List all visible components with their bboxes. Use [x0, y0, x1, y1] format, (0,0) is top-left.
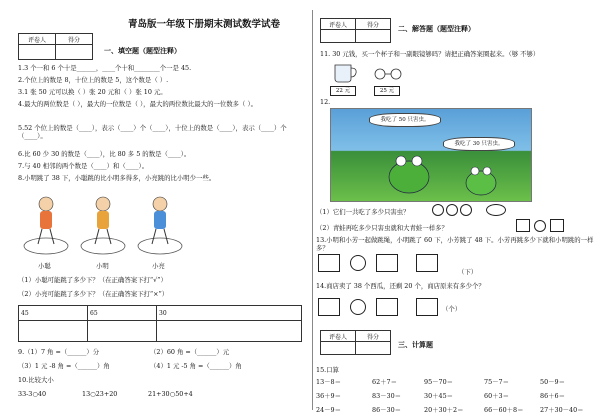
kid-name-1: 小聪	[38, 262, 51, 270]
question-9d: （4）1 元 -5 角 =（______）角	[150, 362, 242, 370]
answer-box-6[interactable]	[318, 298, 340, 316]
score-label-2: 得分	[356, 19, 391, 30]
kid-1-figure	[24, 197, 68, 254]
column-divider	[312, 10, 313, 410]
answer-circle-6[interactable]	[350, 255, 366, 271]
calc-row-2-col-3: 30＋45＝	[424, 392, 454, 400]
question-8: 8.小明跳了 38 下，小聪跳的比小明多得多，小亮跳的比小明少一些。	[18, 174, 216, 182]
section2-heading: 二、解答题（题型注释）	[398, 24, 475, 33]
frog-pond-image	[330, 108, 532, 202]
calc-row-2-col-4: 60＋3＝	[484, 392, 509, 400]
answer-box-1[interactable]	[516, 219, 530, 232]
question-6: 6.比 60 少 30 的数是（____），比 80 多 5 的数是（____）。	[18, 150, 191, 158]
compare-item-3: 21+30○50+4	[148, 390, 193, 398]
big-frog-figure	[389, 156, 429, 193]
score-label-3: 得分	[356, 331, 391, 342]
answer-box-4[interactable]	[376, 254, 398, 272]
kid-name-2: 小明	[96, 262, 109, 270]
answer-box-2[interactable]	[550, 219, 564, 232]
unit-14: （个）	[442, 305, 462, 313]
answer-box-5[interactable]	[416, 254, 438, 272]
calc-row-3-col-3: 20＋30＋2＝	[424, 406, 464, 414]
answer-circle-7[interactable]	[350, 299, 366, 315]
compare-item-2: 13○23+20	[82, 390, 118, 398]
answer-circle-2[interactable]	[446, 204, 458, 216]
table-value-1: 45	[19, 306, 88, 321]
question-9c: （3）1 元 -8 角 =（______）角	[18, 362, 110, 370]
question-9a: 9.（1）7 角 =（______）分	[18, 348, 100, 356]
question-2: 2.个位上的数是 8，十位上的数是 5，这个数是（ ）.	[18, 76, 169, 84]
answer-circle-3[interactable]	[460, 204, 472, 216]
kid-name-3: 小亮	[152, 262, 165, 270]
speech-bubble-1: 我吃了 50 只害虫。	[369, 113, 441, 127]
reviewer-label-2: 评卷人	[321, 19, 356, 30]
answer-circle-5[interactable]	[534, 220, 546, 232]
glasses-icon	[372, 66, 404, 82]
kid-3-figure	[138, 197, 182, 254]
question-11: 11. 30 元钱，买一个杯子和一副眼镜够吗？请把正确答案圈起来。（够 不够）	[320, 50, 540, 58]
question-13: 13.小明和小芳一起做跳绳，小明跳了 60 下，小芳跳了 48 下。小芳再跳多少下就和小明跳的一样多？	[316, 236, 594, 252]
score-table-1	[18, 33, 93, 60]
small-frog-figure	[466, 167, 496, 195]
question-15: 15.口算	[316, 366, 339, 374]
cup-icon	[330, 62, 360, 84]
question-12: 12.	[320, 98, 331, 106]
calc-row-3-col-5: 27＋30－40＝	[540, 406, 584, 414]
price-tag-1: 22 元	[330, 86, 356, 96]
calc-row-3-col-1: 24－9＝	[316, 406, 341, 414]
answer-box-7[interactable]	[376, 298, 398, 316]
calc-row-1-col-2: 62＋7＝	[372, 378, 397, 386]
answer-circle-1[interactable]	[432, 204, 444, 216]
reviewer-label: 评卷人	[19, 34, 56, 45]
price-tag-2: 25 元	[374, 86, 400, 96]
question-8a: （1）小聪可能跳了多少下？（在正确答案下打“√”）	[18, 276, 167, 284]
section3-heading: 三、计算题	[398, 340, 433, 349]
calc-row-2-col-5: 86＋6＝	[540, 392, 565, 400]
page-title: 青岛版一年级下册期末测试数学试卷	[128, 19, 281, 30]
question-12b: （2）青蛙再吃多少只害虫就和大青蛙一样多？	[316, 224, 448, 232]
question-9b: （2）60 角 =（______）元	[150, 348, 230, 356]
calc-row-1-col-3: 95－70＝	[424, 378, 454, 386]
question-3: 3.1 张 50 元可以换（ ）张 20 元和（ ）张 10 元。	[18, 88, 167, 96]
answer-box-3[interactable]	[318, 254, 340, 272]
question-5: 5.52 个位上的数是（____），表示（____）个（____），十位上的数是（____），表示（____）个（____）。	[18, 124, 287, 140]
unit-13: （下）	[458, 268, 478, 276]
table-value-2: 65	[88, 306, 157, 321]
answer-table	[18, 305, 302, 342]
jump-rope-illustration	[18, 186, 188, 256]
answer-circle-4[interactable]	[486, 204, 506, 216]
score-table-2	[320, 18, 391, 43]
question-8b: （2）小亮可能跳了多少下？（在正确答案下打“×”）	[18, 290, 169, 298]
calc-row-3-col-4: 66－60＋8＝	[484, 406, 524, 414]
speech-bubble-2: 我吃了 30 只害虫。	[443, 137, 515, 151]
kid-2-figure	[81, 197, 125, 254]
section1-heading: 一、填空题（题型注释）	[104, 46, 181, 55]
calc-row-1-col-1: 13－8＝	[316, 378, 341, 386]
score-table-3	[320, 330, 391, 355]
calc-row-3-col-2: 86－30＝	[372, 406, 402, 414]
question-4: 4.最大的两位数是（ ），最大的一位数是（ ），最大的两位数比最大的一位数多（ ）。	[18, 100, 258, 108]
score-label: 得分	[56, 34, 93, 45]
question-1: 1.3 个一和 6 个十是______，____个十和________个一是 45.	[18, 64, 192, 72]
answer-box-8[interactable]	[416, 298, 438, 316]
question-14: 14.商店卖了 38 个西瓜，还剩 20 个，商店原来有多少个？	[316, 282, 485, 290]
reviewer-label-3: 评卷人	[321, 331, 356, 342]
calc-row-2-col-2: 83－30＝	[372, 392, 402, 400]
question-10: 10.比较大小	[18, 376, 54, 384]
question-7: 7.与 40 相邻的两个数是（____）和（____）。	[18, 162, 149, 170]
calc-row-2-col-1: 36＋9＝	[316, 392, 341, 400]
compare-item-1: 33-3○40	[18, 390, 47, 398]
table-value-3: 30	[157, 306, 302, 321]
question-12a: （1）它们一共吃了多少只害虫？	[316, 208, 410, 216]
calc-row-1-col-5: 50－9＝	[540, 378, 565, 386]
calc-row-1-col-4: 75－7＝	[484, 378, 509, 386]
